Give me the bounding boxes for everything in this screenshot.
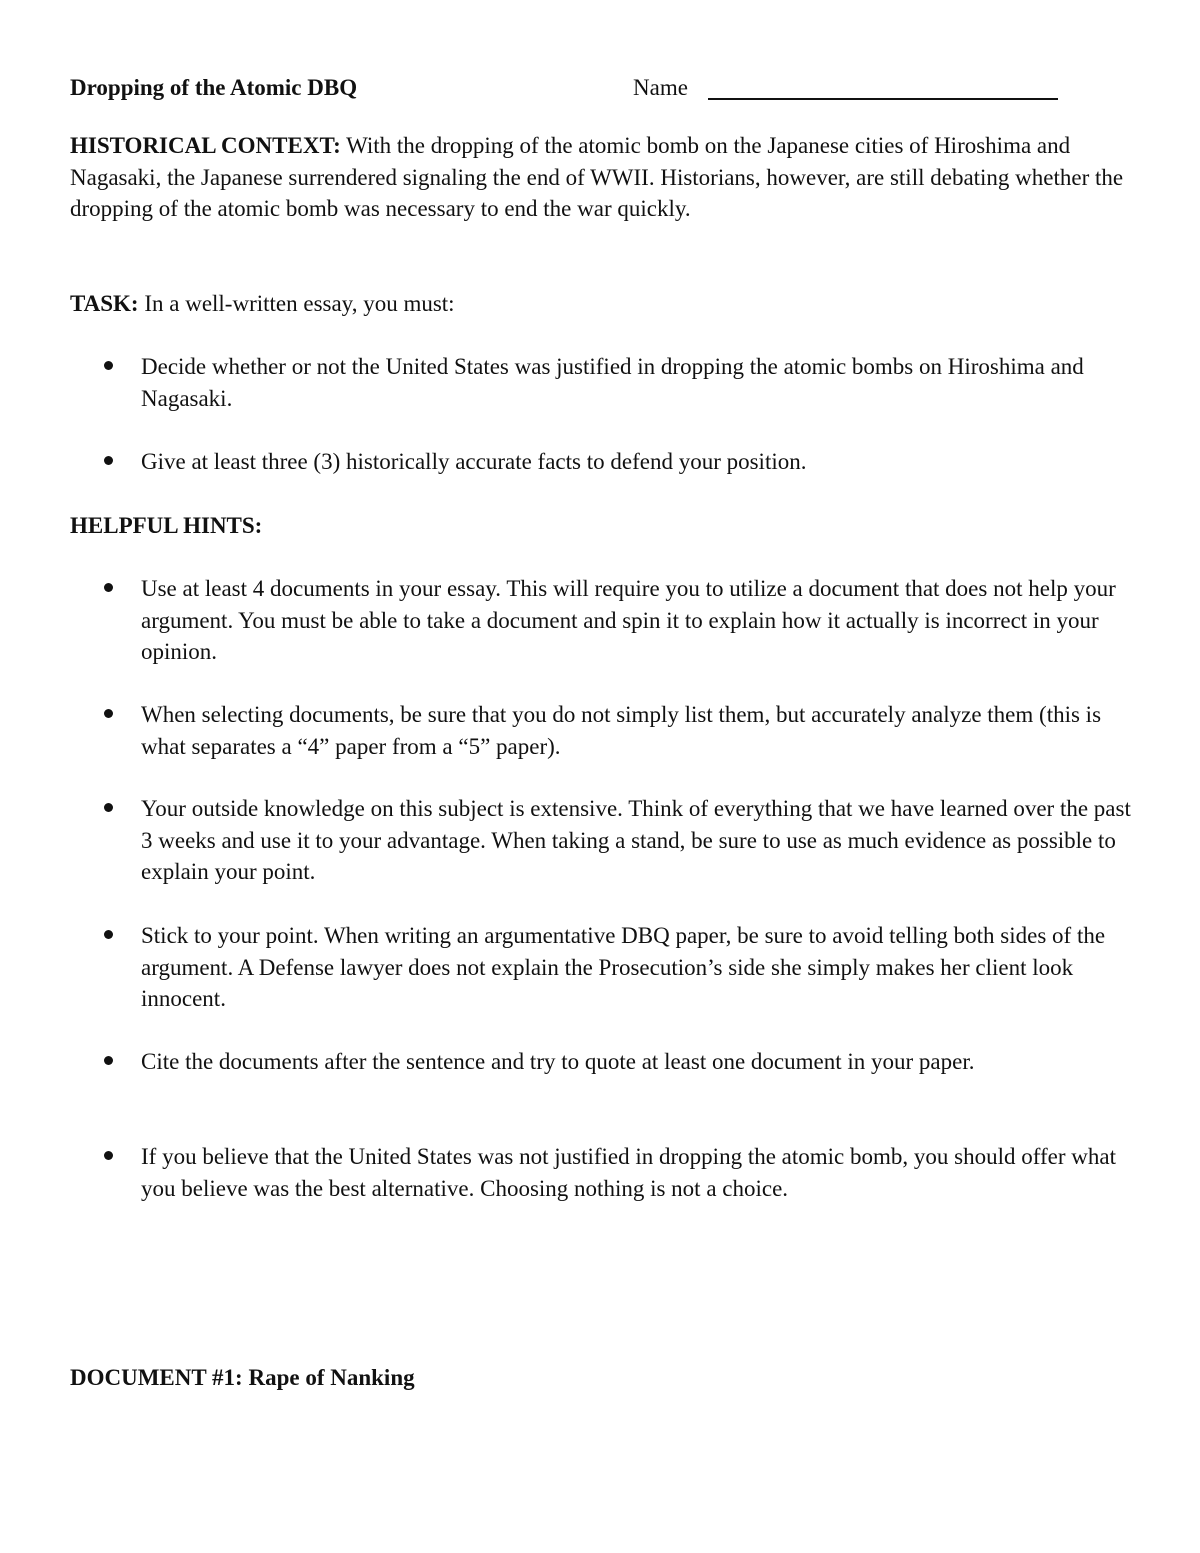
bullet-icon bbox=[104, 930, 113, 939]
bullet-icon bbox=[104, 709, 113, 718]
historical-context-label: HISTORICAL CONTEXT: bbox=[70, 133, 341, 158]
hint-item-text: Stick to your point. When writing an argumentative DBQ paper, be sure to avoid telling both sides of the argument. A Defense lawyer does not explain the Prosecution’s side she simply makes her client look innocent. bbox=[141, 923, 1106, 1011]
task-item-text: Decide whether or not the United States was justified in dropping the atomic bombs on Hiroshima and Nagasaki. bbox=[141, 354, 1084, 411]
name-label: Name bbox=[633, 75, 688, 100]
hint-item-text: Your outside knowledge on this subject is extensive. Think of everything that we have learned over the past 3 weeks and use it to your advantage. When taking a stand, be sure to use as much evidence as possible to explain your point. bbox=[141, 796, 1131, 884]
hint-item-text: Cite the documents after the sentence and try to quote at least one document in your paper. bbox=[141, 1049, 975, 1074]
bullet-icon bbox=[104, 803, 113, 812]
name-blank-line bbox=[708, 98, 1058, 100]
hint-item-text: If you believe that the United States was not justified in dropping the atomic bomb, you should offer what you believe was the best alternative. Choosing nothing is not a choice. bbox=[141, 1144, 1116, 1201]
document-1-heading: DOCUMENT #1: Rape of Nanking bbox=[70, 1365, 415, 1390]
task-text: In a well-written essay, you must: bbox=[138, 291, 455, 316]
bullet-icon bbox=[104, 1151, 113, 1160]
task-label: TASK: bbox=[70, 291, 139, 316]
historical-context-paragraph bbox=[70, 130, 1130, 225]
document-title: Dropping of the Atomic DBQ bbox=[70, 75, 358, 100]
header-row bbox=[70, 70, 1070, 106]
bullet-icon bbox=[104, 1056, 113, 1065]
hint-item-text: When selecting documents, be sure that you do not simply list them, but accurately analyze them (this is what separates a “4” paper from a “5” paper). bbox=[141, 702, 1102, 759]
bullet-icon bbox=[104, 583, 113, 592]
historical-context-text: With the dropping of the atomic bomb on the Japanese cities of Hiroshima and Nagasaki, the Japanese surrendered signaling the end of WWII. Historians, however, are still debating whether the dropping of the atomic bomb was necessary to end the war quickly. bbox=[70, 133, 1124, 221]
task-paragraph bbox=[70, 288, 1130, 320]
task-item-text: Give at least three (3) historically accurate facts to defend your position. bbox=[141, 449, 807, 474]
helpful-hints-heading: HELPFUL HINTS: bbox=[70, 513, 263, 538]
hint-item-text: Use at least 4 documents in your essay. This will require you to utilize a document that does not help your argument. You must be able to take a document and spin it to explain how it actually is incorrect in your opinion. bbox=[141, 576, 1116, 664]
bullet-icon bbox=[104, 456, 113, 465]
bullet-icon bbox=[104, 361, 113, 370]
